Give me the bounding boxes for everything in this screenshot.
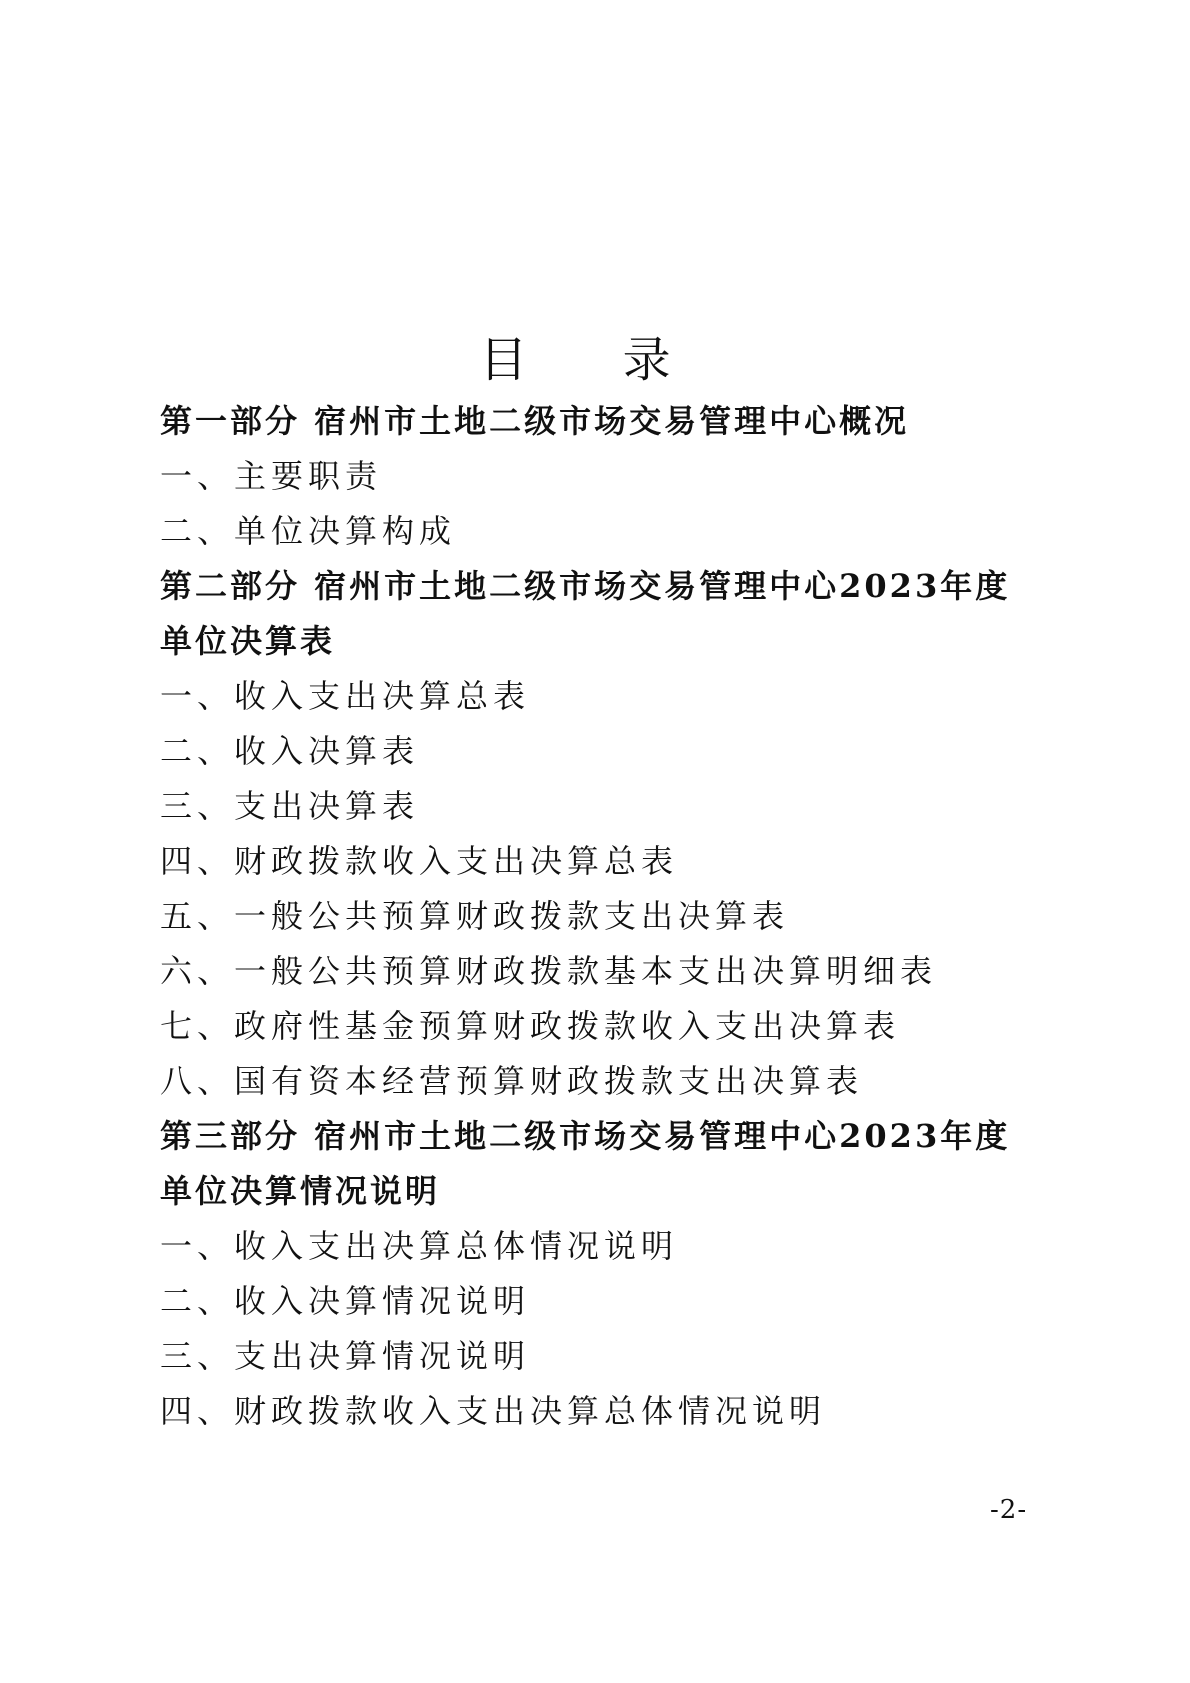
toc-item: 二、收入决算情况说明 — [160, 1282, 531, 1320]
toc-part-heading: 第一部分 宿州市土地二级市场交易管理中心概况 — [160, 402, 910, 440]
toc-item: 六、一般公共预算财政拨款基本支出决算明细表 — [160, 952, 938, 990]
page-number: -2- — [990, 1495, 1028, 1525]
toc-item: 二、收入决算表 — [160, 732, 420, 770]
toc-item: 二、单位决算构成 — [160, 512, 457, 550]
toc-item: 四、财政拨款收入支出决算总体情况说明 — [160, 1392, 827, 1430]
toc-item: 一、主要职责 — [160, 457, 383, 495]
toc-part-heading-continued: 单位决算表 — [160, 622, 336, 660]
toc-item: 四、财政拨款收入支出决算总表 — [160, 842, 679, 880]
toc-item: 三、支出决算表 — [160, 787, 420, 825]
toc-part-heading-continued: 单位决算情况说明 — [160, 1172, 441, 1210]
toc-part-heading: 第二部分 宿州市土地二级市场交易管理中心2023年度 — [160, 567, 1011, 605]
toc-item: 一、收入支出决算总表 — [160, 677, 531, 715]
toc-item: 八、国有资本经营预算财政拨款支出决算表 — [160, 1062, 864, 1100]
table-of-contents — [160, 394, 1050, 1439]
toc-item: 三、支出决算情况说明 — [160, 1337, 531, 1375]
toc-item: 一、收入支出决算总体情况说明 — [160, 1227, 679, 1265]
toc-part-heading: 第三部分 宿州市土地二级市场交易管理中心2023年度 — [160, 1117, 1011, 1155]
toc-item: 七、政府性基金预算财政拨款收入支出决算表 — [160, 1007, 901, 1045]
toc-item: 五、一般公共预算财政拨款支出决算表 — [160, 897, 790, 935]
toc-title: 目 录 — [479, 332, 711, 388]
